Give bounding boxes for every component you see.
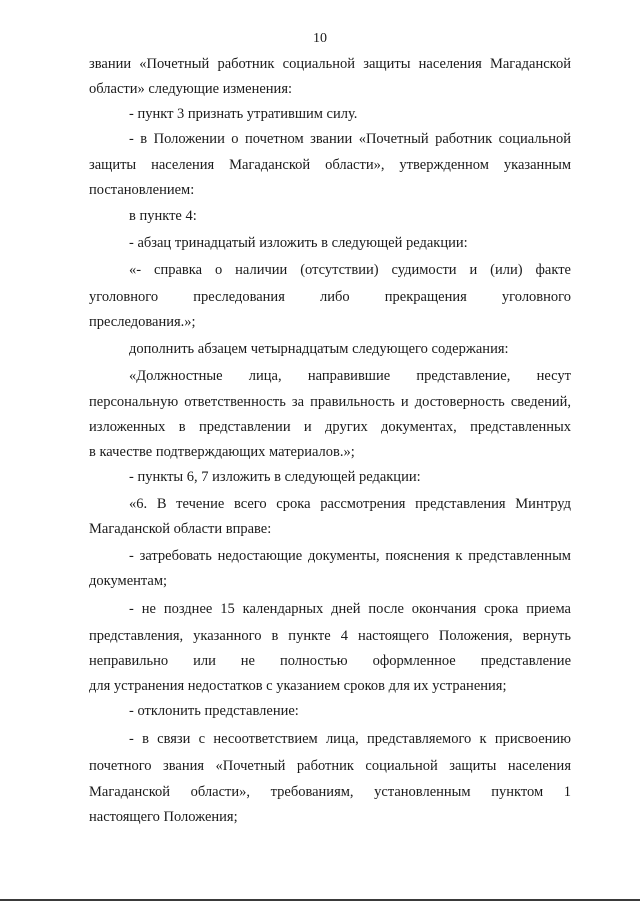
text-line-14: персональную ответственность за правильность и достоверность сведений, [89,394,571,410]
text-line-20: - затребовать недостающие документы, пояснения к представленным [129,548,571,564]
text-line-23: представления, указанного в пункте 4 настоящего Положения, вернуть [89,628,571,644]
text-line-18: «6. В течение всего срока рассмотрения представления Минтруд [129,496,571,512]
text-line-27: - в связи с несоответствием лица, представляемого к присвоению [129,731,571,747]
text-line-1: звании «Почетный работник социальной защиты населения Магаданской [89,56,571,72]
text-line-30: настоящего Положения; [89,809,238,825]
text-line-22: - не позднее 15 календарных дней после окончания срока приема [129,601,571,617]
text-line-25: для устранения недостатков с указанием сроков для их устранения; [89,678,507,694]
text-line-4: - в Положении о почетном звании «Почетный работник социальной [129,131,571,147]
text-line-16: в качестве подтверждающих материалов.»; [89,444,355,460]
text-line-29: Магаданской области», требованиям, установленным пунктом 1 [89,784,571,800]
text-line-10: уголовного преследования либо прекращения уголовного [89,289,571,305]
text-line-9: «- справка о наличии (отсутствии) судимости и (или) факте [129,262,571,278]
text-line-12: дополнить абзацем четырнадцатым следующего содержания: [129,341,509,357]
text-line-6: постановлением: [89,182,195,198]
text-line-13: «Должностные лица, направившие представление, несут [129,368,571,384]
text-line-26: - отклонить представление: [129,703,299,719]
text-line-21: документам; [89,573,168,589]
text-line-19: Магаданской области вправе: [89,521,272,537]
page-number: 10 [313,31,327,46]
text-line-3: - пункт 3 признать утратившим силу. [129,106,358,122]
text-line-8: - абзац тринадцатый изложить в следующей редакции: [129,235,468,251]
text-line-11: преследования.»; [89,314,196,330]
text-line-5: защиты населения Магаданской области», утвержденном указанным [89,157,571,173]
text-line-15: изложенных в представлении и других документах, представленных [89,419,571,435]
text-line-2: области» следующие изменения: [89,81,293,97]
bottom-edge-rule [0,899,640,901]
text-line-24: неправильно или не полностью оформленное представление [89,653,571,669]
text-line-17: - пункты 6, 7 изложить в следующей редакции: [129,469,421,485]
text-line-28: почетного звания «Почетный работник социальной защиты населения [89,758,571,774]
text-line-7: в пункте 4: [129,208,197,224]
